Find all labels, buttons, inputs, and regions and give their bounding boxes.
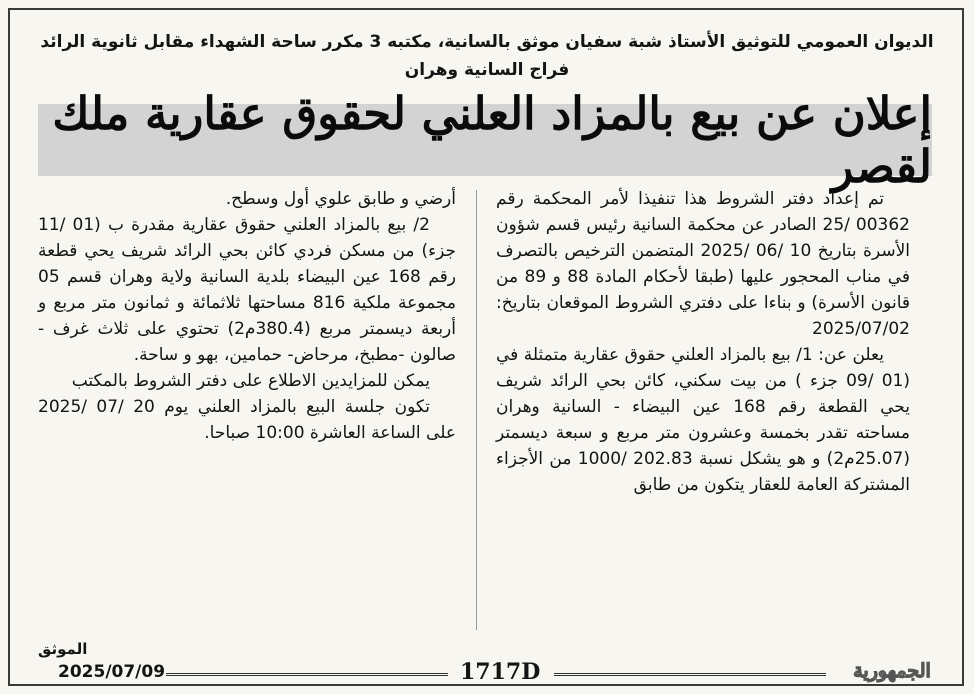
column-divider (476, 190, 477, 630)
footer-rule-right (554, 673, 826, 676)
notary-header-line1: الديوان العمومي للتوثيق الأستاذ شبة سفيان موثق بالسانية، مكتبه 3 مكرر ساحة الشهداء مقابل ثانوية الرائد (40, 32, 934, 52)
notary-header (20, 28, 954, 84)
left-paragraph-2: 2/ بيع بالمزاد العلني حقوق عقارية مقدرة ب (01 /11 جزء) من مسكن فردي كائن بحي الرائد شريف يحي قطعة رقم 168 عين البيضاء بلدية السانية ولاية وهران قسم 05 مجموعة ملكية 816 مساحتها ثلاثمائة و ثمانون متر مربع و أربعة ديسمتر مربع (380.4م2) تحتوي على ثلاث غرف - صالون -مطبخ، مرحاض- حمامين، بهو و ساحة. (38, 215, 457, 365)
right-paragraph-2: يعلن عن: 1/ بيع بالمزاد العلني حقوق عقارية متمثلة في (01 /09 جزء ) من بيت سكني، كائن بحي الرائد شريف يحي القطعة رقم 168 عين البيضاء - السانية وهران مساحته تقدر بخمسة وعشرون متر مربع و سبعة ديسمتر (25.07م2) و هو يشكل نسبة 202.83 /1000 من الأجزاء المشتركة العامة للعقار يتكون من طابق (496, 345, 910, 495)
footer-rule-left (166, 673, 448, 676)
publication-logo: الجمهورية (853, 660, 931, 682)
left-paragraph-3: يمكن للمزايدين الاطلاع على دفتر الشروط بالمكتب (71, 371, 430, 391)
left-paragraph-1: أرضي و طابق علوي أول وسطح. (225, 189, 456, 209)
notary-signature-label: الموثق (38, 640, 88, 658)
left-paragraph-4: تكون جلسة البيع بالمزاد العلني يوم 20 /07 /2025 على الساعة العاشرة 10:00 صباحا. (38, 397, 456, 443)
right-paragraph-1: تم إعداد دفتر الشروط هذا تنفيذا لأمر المحكمة رقم 00362 /25 الصادر عن محكمة السانية رئيس قسم شؤون الأسرة بتاريخ 10 /06 /2025 المتضمن الترخيص بالتصرف في مناب المحجور عليها (طبقا لأحكام المادة 88 و 89 من قانون الأسرة) و بناءا على دفتري الشروط الموقعان بتاريخ: 2025/07/02 (496, 189, 911, 339)
notary-header-line2: فراج السانية وهران (404, 60, 570, 80)
footer (14, 659, 960, 685)
footer-ad-code: 1717D (460, 659, 541, 685)
footer-date: 2025/07/09 (58, 662, 166, 682)
left-column (38, 186, 456, 446)
right-column (496, 186, 910, 498)
announcement-title: إعلان عن بيع بالمزاد العلني لحقوق عقارية ملك لقصر (38, 104, 932, 176)
